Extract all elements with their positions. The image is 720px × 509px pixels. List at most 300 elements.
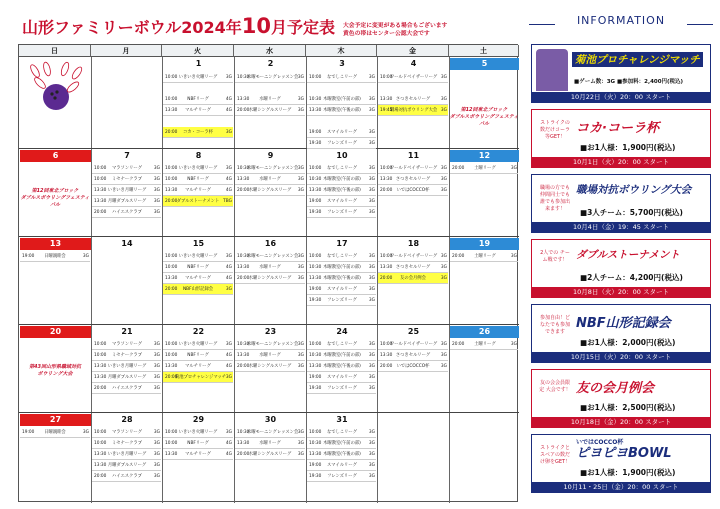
entry-time: 13:30	[309, 452, 322, 457]
schedule-entry[interactable]	[307, 72, 376, 83]
schedule-entry[interactable]	[378, 361, 448, 372]
day-number[interactable]: 6	[20, 150, 91, 162]
entry-games: 3G	[153, 210, 160, 215]
event-card[interactable]	[531, 174, 711, 233]
weekday-header: 金	[377, 45, 449, 57]
entry-time: 20:00	[452, 254, 465, 259]
entry-time: 19:45	[380, 108, 393, 113]
day-number[interactable]: 10	[336, 151, 348, 160]
entry-name: いではCOCCO杯	[396, 188, 430, 193]
day-number[interactable]: 22	[192, 327, 205, 336]
event-price: ■2人チーム：4,200円(税込)	[580, 273, 683, 282]
entry-name: さつきセルリーグ	[395, 265, 431, 270]
entry-time: 10:00	[165, 430, 178, 435]
entry-games: 3G	[440, 177, 447, 182]
entry-time: 10:00	[165, 342, 178, 347]
entry-name: 木曜教室(午後の部)	[323, 188, 361, 193]
event-card[interactable]	[531, 239, 711, 298]
entry-time: 10:00	[309, 75, 322, 80]
week-divider	[19, 324, 519, 325]
entry-games: 3G	[368, 254, 375, 259]
day-number[interactable]: 4	[410, 59, 417, 68]
schedule-entry[interactable]	[20, 251, 90, 262]
entry-name: 水曜リーグ	[259, 177, 281, 182]
entry-time: 13:30	[309, 276, 322, 281]
schedule-entry[interactable]	[307, 438, 376, 449]
schedule-entry[interactable]	[307, 127, 376, 138]
entry-name: フレンズリーグ	[327, 386, 357, 391]
schedule-entry[interactable]	[307, 372, 376, 383]
entry-games: 3G	[297, 254, 304, 259]
schedule-entry[interactable]	[163, 350, 233, 361]
day-number[interactable]: 16	[264, 239, 277, 248]
schedule-entry[interactable]	[307, 449, 376, 460]
entry-time: 20:00	[237, 108, 250, 113]
day-number[interactable]: 15	[192, 239, 205, 248]
entry-time: 10:00	[165, 265, 178, 270]
entry-time: 20:00	[94, 386, 107, 391]
entry-time: 13:30	[237, 177, 250, 182]
entry-name: スマイルリーグ	[327, 130, 357, 135]
entry-time: 10:30	[309, 177, 322, 182]
event-card[interactable]	[531, 109, 711, 168]
schedule-entry[interactable]	[163, 174, 233, 185]
entry-time: 13:30	[309, 108, 322, 113]
event-start-bar: 10月11・25日（金）20：00 スタート	[532, 482, 710, 492]
event-description: 参加自由！どなたでも参加できます	[539, 315, 570, 335]
entry-games: 3G	[440, 342, 447, 347]
schedule-entry[interactable]	[378, 72, 448, 83]
schedule-entry[interactable]	[450, 251, 518, 262]
schedule-entry[interactable]	[307, 284, 376, 295]
schedule-entry[interactable]	[92, 185, 161, 196]
schedule-entry[interactable]	[378, 105, 448, 116]
event-start-bar: 10月22日（火）20：00 スタート	[532, 92, 710, 102]
schedule-entry[interactable]	[92, 383, 161, 394]
schedule-entry[interactable]	[92, 163, 161, 174]
event-start-bar: 10月18日（金）20：00 スタート	[532, 417, 710, 427]
event-description: 2人での チーム戦です！	[540, 250, 570, 263]
day-number[interactable]: 17	[336, 239, 348, 248]
schedule-entry[interactable]	[92, 207, 161, 218]
event-start-bar: 10月8日（火）20：00 スタート	[532, 287, 710, 297]
schedule-entry[interactable]	[163, 72, 233, 83]
entry-games: 4G	[225, 441, 232, 446]
schedule-entry[interactable]	[163, 94, 233, 105]
schedule-entry[interactable]	[307, 361, 376, 372]
entry-name: 月曜ダブルスリーグ	[107, 463, 147, 468]
entry-name: なでしこリーグ	[326, 254, 358, 259]
schedule-entry[interactable]	[307, 427, 376, 438]
schedule-entry[interactable]	[235, 339, 305, 350]
schedule-entry[interactable]	[378, 251, 448, 262]
entry-games: 3G	[368, 375, 375, 380]
schedule-entry[interactable]	[378, 163, 448, 174]
schedule-entry[interactable]	[378, 262, 448, 273]
entry-name: いきいき火曜リーグ	[178, 75, 218, 80]
entry-games: 3G	[297, 188, 304, 193]
weekday-header: 水	[234, 45, 306, 57]
page-title: 山形ファミリーボウル2024年10月予定表	[22, 14, 335, 38]
event-description: ストライクとスペアの数だけ卵をGET！	[539, 445, 571, 465]
event-card[interactable]	[531, 434, 711, 493]
entry-time: 10:00	[94, 441, 107, 446]
entry-name: ハイエスクラブ	[112, 386, 142, 391]
schedule-entry[interactable]	[163, 196, 233, 207]
entry-time: 10:00	[94, 342, 107, 347]
schedule-entry[interactable]	[92, 196, 161, 207]
entry-time: 19:30	[309, 386, 322, 391]
schedule-entry[interactable]	[163, 427, 233, 438]
day-number[interactable]: 3	[339, 59, 345, 68]
event-start-bar: 10月15日（火）20：00 スタート	[532, 352, 710, 362]
day-number[interactable]: 18	[407, 239, 420, 248]
entry-games: 3G	[153, 375, 160, 380]
schedule-entry[interactable]	[235, 163, 305, 174]
schedule-entry[interactable]	[163, 185, 233, 196]
entry-name: ハイエスクラブ	[112, 210, 142, 215]
entry-time: 13:30	[94, 463, 107, 468]
entry-name: 水曜モーニングレッスン会	[247, 166, 299, 171]
festival-line: 第43回山形県職域対抗	[29, 364, 81, 370]
schedule-entry[interactable]	[307, 207, 376, 218]
day-number[interactable]: 28	[121, 415, 133, 424]
schedule-entry[interactable]	[307, 163, 376, 174]
festival-label	[19, 188, 91, 209]
schedule-entry[interactable]	[235, 273, 305, 284]
entry-time: 19:30	[309, 141, 322, 146]
event-subtitle: いではCOCCO杯	[576, 439, 624, 446]
entry-time: 13:30	[94, 364, 107, 369]
event-card[interactable]	[531, 304, 711, 363]
entry-name: 木曜教室(午前の部)	[323, 441, 361, 446]
schedule-entry[interactable]	[163, 361, 233, 372]
schedule-entry[interactable]	[92, 174, 161, 185]
schedule-entry[interactable]	[163, 438, 233, 449]
entry-name: 水曜リーグ	[259, 97, 281, 102]
day-number[interactable]: 23	[264, 327, 277, 336]
entry-name: NBFリーグ	[187, 265, 209, 270]
entry-time: 13:30	[165, 364, 178, 369]
schedule-entry[interactable]	[163, 163, 233, 174]
schedule-entry[interactable]	[307, 105, 376, 116]
schedule-entry[interactable]	[92, 449, 161, 460]
schedule-entry[interactable]	[235, 72, 305, 83]
entry-name: マルチリーグ	[185, 452, 211, 457]
event-start-bar: 10月4日（金）19：45 スタート	[532, 222, 710, 232]
schedule-entry[interactable]	[378, 339, 448, 350]
day-number[interactable]: 9	[267, 151, 274, 160]
schedule-entry[interactable]	[307, 471, 376, 482]
schedule-entry[interactable]	[235, 427, 305, 438]
entry-name: スマイルリーグ	[327, 199, 357, 204]
schedule-entry[interactable]	[163, 284, 233, 295]
entry-name: フレンズリーグ	[327, 474, 357, 479]
bowling-illustration	[27, 61, 85, 115]
schedule-entry[interactable]	[378, 185, 448, 196]
entry-name: ワールドベイザーリーグ	[390, 75, 438, 80]
schedule-entry[interactable]	[235, 251, 305, 262]
entry-time: 10:30	[309, 265, 322, 270]
entry-name: さつきセルリーグ	[395, 353, 431, 358]
entry-time: 19:00	[309, 375, 322, 380]
entry-games: 4G	[225, 97, 232, 102]
entry-games: 3G	[368, 210, 375, 215]
week-divider	[19, 148, 519, 149]
schedule-entry[interactable]	[307, 460, 376, 471]
entry-games: 3G	[440, 364, 447, 369]
schedule-entry[interactable]	[163, 127, 233, 138]
schedule-entry[interactable]	[307, 185, 376, 196]
entry-name: なでしこリーグ	[326, 166, 358, 171]
schedule-entry[interactable]	[307, 339, 376, 350]
day-number[interactable]: 8	[195, 151, 202, 160]
entry-time: 19:00	[309, 463, 322, 468]
entry-games: 3G	[440, 166, 447, 171]
entry-games: 3G	[368, 298, 375, 303]
entry-time: 10:00	[380, 75, 393, 80]
schedule-entry[interactable]	[163, 262, 233, 273]
entry-time: 13:30	[165, 276, 178, 281]
entry-name: 土曜リーグ	[474, 342, 496, 347]
entry-games: 3G	[368, 452, 375, 457]
entry-games: 3G	[225, 254, 232, 259]
schedule-entry[interactable]	[378, 174, 448, 185]
day-number[interactable]: 1	[195, 59, 202, 68]
entry-time: 10:30	[237, 342, 250, 347]
schedule-entry[interactable]	[307, 383, 376, 394]
schedule-note: 大会予定に変更がある場合もございます 黄色の帯はセンター公認大会です	[343, 23, 448, 37]
schedule-entry[interactable]	[307, 350, 376, 361]
schedule-entry[interactable]	[163, 105, 233, 116]
entry-time: 13:30	[94, 199, 107, 204]
event-price: ■お1人様：2,000円(税込)	[580, 338, 676, 347]
festival-line: 第12回東北ブロック	[31, 188, 79, 194]
schedule-entry[interactable]	[163, 273, 233, 284]
entry-games: 3G	[225, 75, 232, 80]
entry-name: マルチリーグ	[185, 188, 211, 193]
entry-games: 3G	[297, 353, 304, 358]
entry-games: 3G	[368, 287, 375, 292]
entry-name: 水曜シングルスリーグ	[248, 364, 292, 369]
schedule-entry[interactable]	[235, 262, 305, 273]
day-number[interactable]: 20	[20, 326, 91, 338]
weekday-header: 木	[306, 45, 377, 57]
day-number[interactable]: 11	[407, 151, 420, 160]
day-number[interactable]: 13	[20, 238, 91, 250]
schedule-entry[interactable]	[235, 174, 305, 185]
entry-name: いきいき月曜リーグ	[107, 188, 147, 193]
schedule-entry[interactable]	[163, 251, 233, 262]
entry-time: 20:00	[237, 188, 250, 193]
entry-time: 10:00	[94, 430, 107, 435]
entry-name: 木曜教室(午前の部)	[323, 177, 361, 182]
entry-time: 13:30	[309, 364, 322, 369]
schedule-entry[interactable]	[378, 273, 448, 284]
schedule-entry[interactable]	[307, 273, 376, 284]
entry-time: 10:00	[309, 254, 322, 259]
entry-games: 4G	[225, 177, 232, 182]
schedule-entry[interactable]	[378, 350, 448, 361]
entry-time: 10:30	[309, 353, 322, 358]
event-card[interactable]	[531, 44, 711, 103]
schedule-entry[interactable]	[235, 185, 305, 196]
schedule-entry[interactable]	[92, 361, 161, 372]
schedule-entry[interactable]	[450, 339, 518, 350]
entry-games: 3G	[368, 108, 375, 113]
entry-games: 3G	[297, 441, 304, 446]
entry-name: 水曜モーニングレッスン会	[247, 75, 299, 80]
day-number[interactable]: 21	[121, 327, 133, 336]
schedule-entry[interactable]	[235, 449, 305, 460]
entry-time: 10:30	[237, 75, 250, 80]
festival-label	[449, 107, 519, 128]
event-name: ピヨピヨBOWL	[576, 446, 672, 461]
entry-games: TBG	[223, 199, 232, 204]
entry-time: 19:30	[309, 474, 322, 479]
entry-games: 3G	[440, 265, 447, 270]
entry-name: マルチリーグ	[185, 108, 211, 113]
entry-time: 13:30	[94, 375, 107, 380]
day-number[interactable]: 12	[450, 150, 519, 162]
entry-time: 10:00	[94, 353, 107, 358]
schedule-entry[interactable]	[235, 105, 305, 116]
entry-games: 3G	[153, 166, 160, 171]
event-start-bar: 10月1日（火）20：00 スタート	[532, 157, 710, 167]
schedule-entry[interactable]	[307, 138, 376, 149]
schedule-entry[interactable]	[307, 94, 376, 105]
entry-name: いきいき火曜リーグ	[178, 430, 218, 435]
schedule-entry[interactable]	[307, 295, 376, 306]
schedule-entry[interactable]	[92, 460, 161, 471]
day-number[interactable]: 24	[336, 327, 348, 336]
entry-games: 3G	[440, 276, 447, 281]
day-number[interactable]: 25	[407, 327, 420, 336]
schedule-entry[interactable]	[163, 339, 233, 350]
schedule-entry[interactable]	[235, 94, 305, 105]
entry-games: 4G	[225, 188, 232, 193]
entry-games: 3G	[153, 353, 160, 358]
entry-time: 10:00	[309, 342, 322, 347]
entry-time: 13:30	[309, 188, 322, 193]
entry-games: 3G	[297, 97, 304, 102]
event-card[interactable]	[531, 369, 711, 428]
schedule-entry[interactable]	[163, 372, 233, 383]
entry-games: 3G	[440, 75, 447, 80]
entry-time: 10:00	[165, 441, 178, 446]
entry-time: 20:00	[165, 375, 178, 380]
schedule-entry[interactable]	[235, 438, 305, 449]
entry-time: 10:00	[165, 75, 178, 80]
entry-time: 20:00	[380, 188, 393, 193]
day-number[interactable]: 2	[267, 59, 274, 68]
festival-line: ダブルスボウリングフェスティバル	[449, 114, 519, 127]
entry-time: 20:00	[165, 130, 178, 135]
entry-time: 13:30	[380, 97, 393, 102]
day-number[interactable]: 14	[121, 239, 133, 248]
entry-games: 3G	[225, 430, 232, 435]
entry-games: 3G	[368, 188, 375, 193]
schedule-entry[interactable]	[92, 471, 161, 482]
entry-games: 3G	[368, 386, 375, 391]
event-name: ダブルストーナメント	[576, 249, 680, 261]
entry-games: 3G	[368, 75, 375, 80]
entry-games: 3G	[368, 430, 375, 435]
schedule-entry[interactable]	[450, 163, 518, 174]
schedule-entry[interactable]	[92, 372, 161, 383]
entry-time: 20:00	[94, 474, 107, 479]
entry-time: 20:00	[380, 364, 393, 369]
entry-name: 水曜モーニングレッスン会	[247, 430, 299, 435]
entry-games: 3G	[297, 265, 304, 270]
day-number[interactable]: 19	[450, 238, 519, 250]
entry-name: ハイエスクラブ	[112, 474, 142, 479]
schedule-entry[interactable]	[235, 361, 305, 372]
schedule-entry[interactable]	[307, 174, 376, 185]
calendar-grid	[18, 44, 518, 502]
entry-name: 月曜ダブルスリーグ	[107, 199, 147, 204]
entry-games: 3G	[510, 342, 517, 347]
day-number[interactable]: 31	[336, 415, 348, 424]
festival-line: ダブルスボウリングフェスティバル	[20, 195, 90, 208]
entry-time: 20:00	[237, 276, 250, 281]
schedule-entry[interactable]	[92, 350, 161, 361]
entry-name: NBFリーグ	[187, 97, 209, 102]
event-name: コカ·コーラ杯	[576, 121, 659, 136]
entry-games: 3G	[297, 452, 304, 457]
festival-label	[19, 364, 91, 378]
day-number[interactable]: 29	[192, 415, 205, 424]
weekday-header: 土	[449, 45, 519, 57]
schedule-entry[interactable]	[20, 427, 90, 438]
schedule-entry[interactable]	[163, 449, 233, 460]
day-number[interactable]: 5	[450, 58, 519, 70]
schedule-entry[interactable]	[92, 339, 161, 350]
entry-name: ミセナークラブ	[111, 353, 143, 358]
event-name: 菊池プロチャレンジマッチ	[572, 52, 703, 67]
entry-games: 3G	[368, 342, 375, 347]
entry-name: いきいき火曜リーグ	[178, 166, 218, 171]
entry-games: 3G	[368, 265, 375, 270]
entry-time: 13:30	[380, 177, 393, 182]
schedule-entry[interactable]	[307, 251, 376, 262]
day-number[interactable]: 26	[450, 326, 519, 338]
schedule-entry[interactable]	[307, 196, 376, 207]
entry-time: 13:30	[165, 108, 178, 113]
player-photo	[536, 49, 568, 91]
entry-name: 水曜モーニングレッスン会	[247, 254, 299, 259]
day-number[interactable]: 7	[124, 151, 130, 160]
schedule-entry[interactable]	[92, 427, 161, 438]
entry-name: NBFリーグ	[187, 177, 209, 182]
entry-games: 3G	[153, 364, 160, 369]
entry-games: 3G	[153, 199, 160, 204]
entry-name: 水曜リーグ	[259, 265, 281, 270]
entry-games: 3G	[153, 452, 160, 457]
schedule-entry[interactable]	[92, 438, 161, 449]
entry-games: 4G	[225, 364, 232, 369]
day-number[interactable]: 27	[20, 414, 91, 426]
schedule-entry[interactable]	[378, 94, 448, 105]
entry-games: 3G	[297, 430, 304, 435]
schedule-entry[interactable]	[235, 350, 305, 361]
schedule-entry[interactable]	[307, 262, 376, 273]
day-number[interactable]: 30	[264, 415, 277, 424]
entry-games: 3G	[153, 441, 160, 446]
entry-name: スマイルリーグ	[327, 463, 357, 468]
entry-games: 3G	[368, 276, 375, 281]
entry-name: ミセナークラブ	[111, 441, 143, 446]
